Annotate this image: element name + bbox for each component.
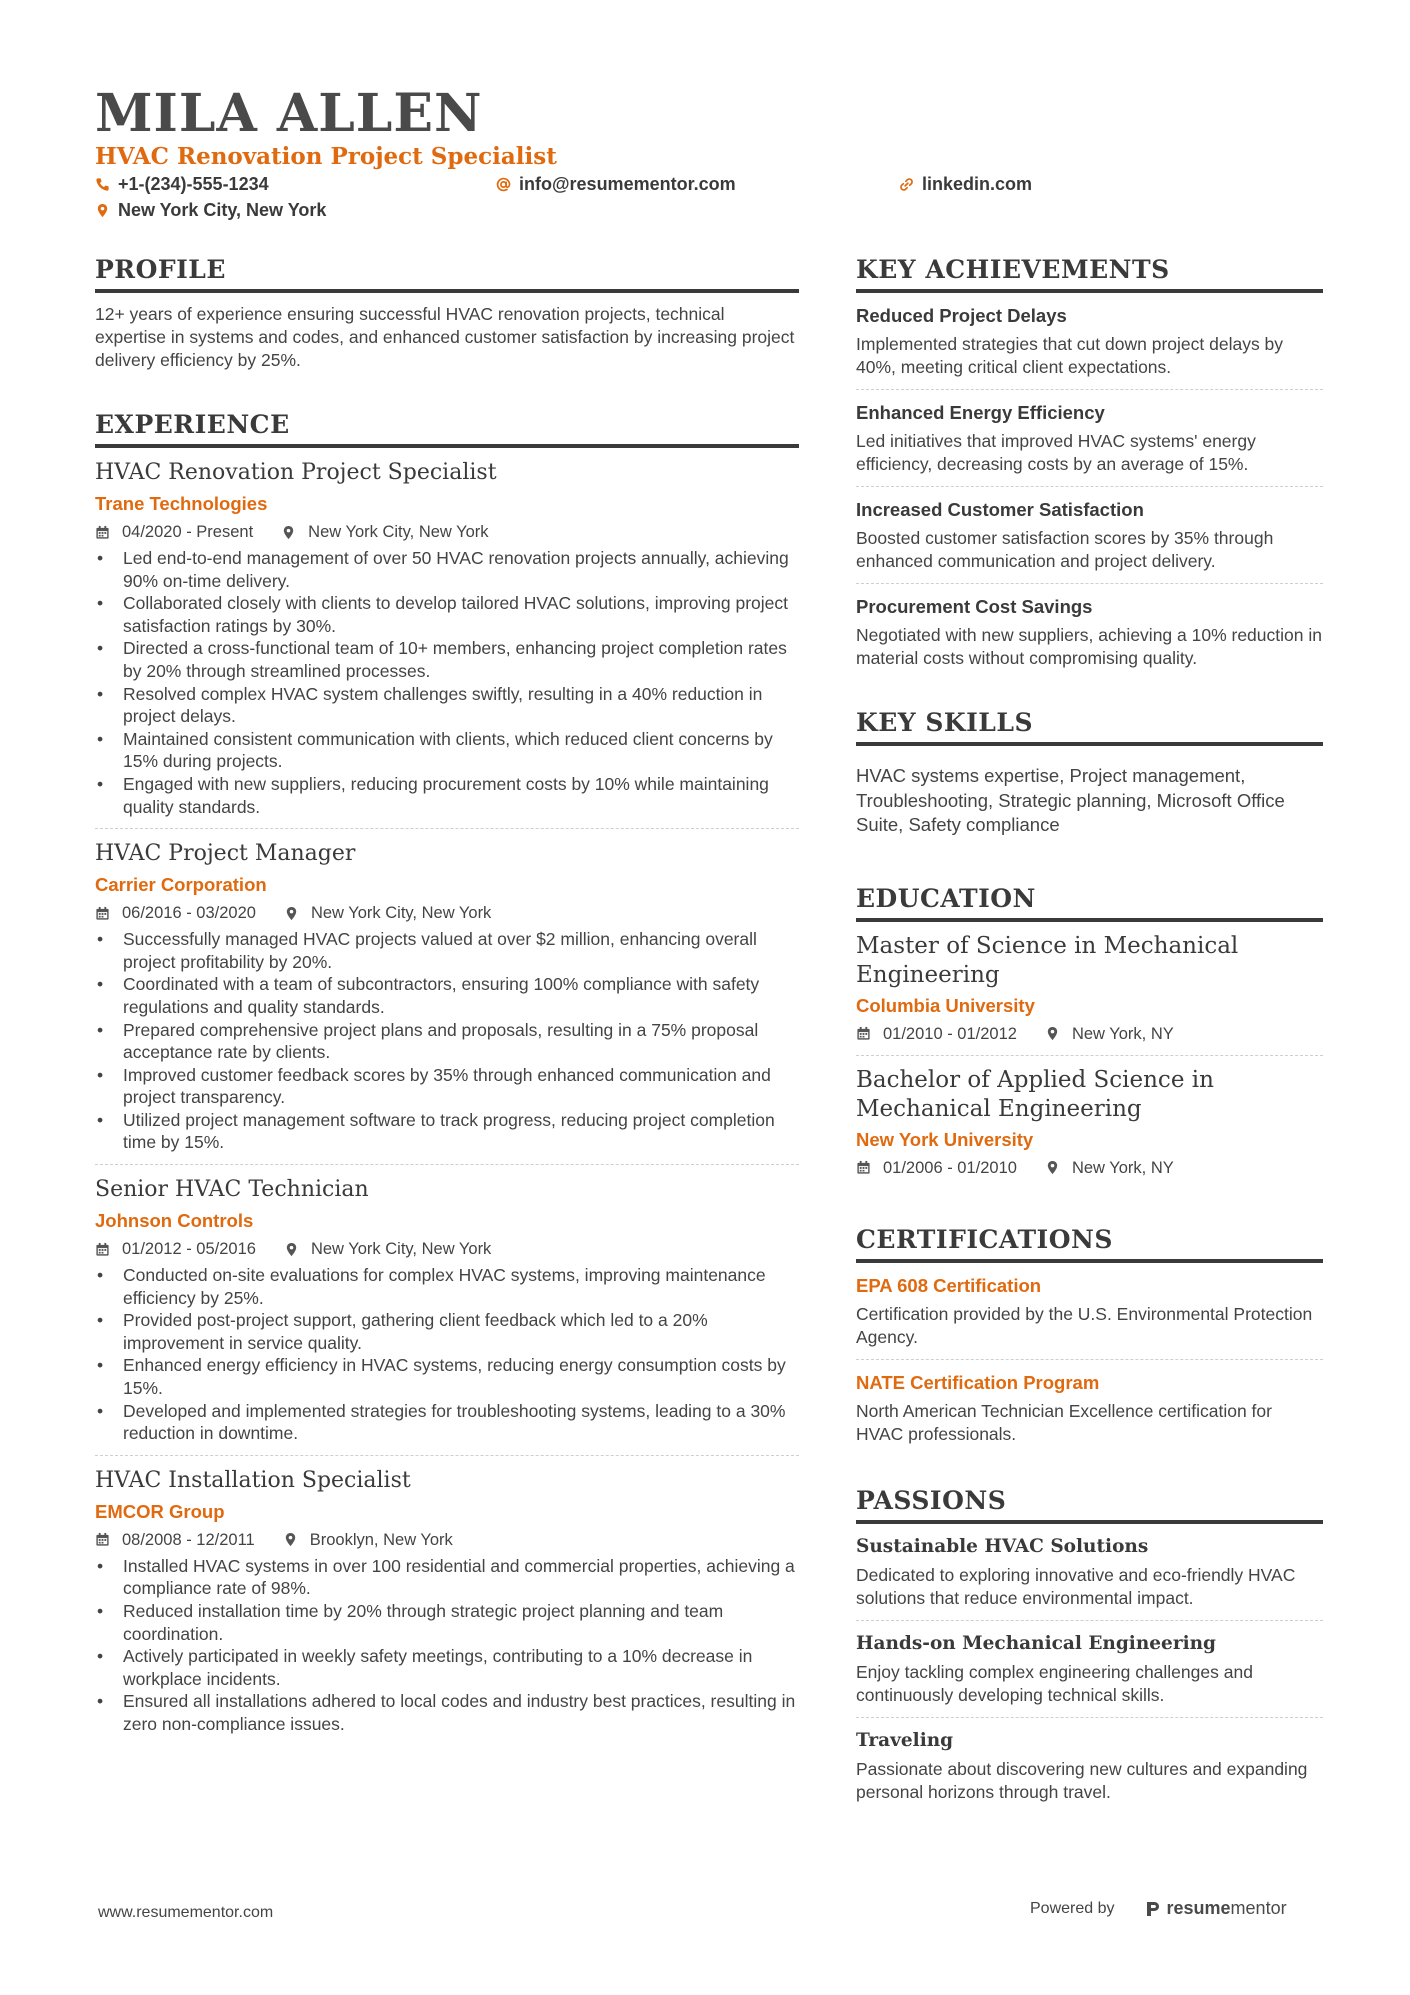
school-name: Columbia University — [856, 994, 1035, 1016]
footer-powered-by — [1030, 1898, 1287, 1919]
profile-heading: PROFILE — [95, 255, 799, 293]
certification-title: NATE Certification Program — [856, 1371, 1100, 1393]
job-meta — [95, 1238, 799, 1260]
achievement-item — [856, 497, 1323, 584]
job-location: New York City, New York — [310, 1240, 492, 1259]
calendar-icon — [95, 1532, 110, 1547]
achievement-item — [856, 303, 1323, 390]
location-pin-icon — [284, 906, 299, 921]
job-bullet: • Maintained consistent communication with clients, which reduced client concerns by 15% during projects. — [95, 728, 799, 773]
candidate-name: MILA ALLEN — [95, 83, 483, 144]
job-location: New York City, New York — [308, 523, 489, 541]
certification-text: Certification provided by the U.S. Environmental Protection Agency. — [856, 1303, 1313, 1347]
job-bullet: • Installed HVAC systems in over 100 residential and commercial properties, achieving a compliance rate of 98%. — [95, 1555, 799, 1600]
calendar-icon — [95, 906, 110, 921]
job-entry — [95, 458, 799, 829]
candidate-role: HVAC Renovation Project Specialist — [95, 143, 557, 170]
divider — [856, 1620, 1323, 1621]
job-meta — [95, 1529, 799, 1551]
job-bullet: • Provided post-project support, gathering client feedback which led to a 20% improvement in service quality. — [95, 1309, 799, 1354]
job-bullet: • Reduced installation time by 20% through strategic project planning and team coordination. — [95, 1600, 799, 1645]
job-company: Johnson Controls — [95, 1210, 254, 1232]
job-bullet: • Coordinated with a team of subcontractors, ensuring 100% compliance with safety regulations and quality standards. — [95, 973, 799, 1018]
certification-text: North American Technician Excellence certification for HVAC professionals. — [856, 1400, 1272, 1444]
brand-name — [1167, 1898, 1287, 1919]
job-bullet: • Engaged with new suppliers, reducing procurement costs by 10% while maintaining quality standards. — [95, 773, 799, 818]
linkedin-contact[interactable] — [899, 172, 1032, 196]
job-location: Brooklyn, New York — [309, 1530, 453, 1549]
resumementor-logo-icon — [1145, 1900, 1161, 1918]
job-bullet: • Actively participated in weekly safety meetings, contributing to a 10% decrease in workplace incidents. — [95, 1645, 799, 1690]
job-dates: 01/2012 - 05/2016 — [122, 1240, 256, 1259]
passion-title: Hands-on Mechanical Engineering — [856, 1632, 1216, 1654]
job-meta — [95, 521, 799, 543]
passion-text: Passionate about discovering new cultures and expanding personal horizons through travel. — [856, 1758, 1308, 1802]
calendar-icon — [856, 1026, 871, 1041]
skills-text: HVAC systems expertise, Project management, Troubleshooting, Strategic planning, Microsoft Office Suite, Safety compliance — [856, 765, 1285, 835]
calendar-icon — [95, 1242, 110, 1257]
job-company: Trane Technologies — [95, 493, 268, 514]
divider — [856, 1055, 1323, 1056]
passion-item — [856, 1631, 1323, 1718]
linkedin-text: linkedin.com — [922, 174, 1033, 194]
divider — [856, 1359, 1323, 1360]
job-location: New York City, New York — [310, 904, 492, 923]
location-pin-icon — [284, 1242, 299, 1257]
divider — [95, 1164, 799, 1165]
education-meta — [856, 1157, 1323, 1179]
job-company: EMCOR Group — [95, 1500, 225, 1522]
job-bullet: • Successfully managed HVAC projects valued at over $2 million, enhancing overall project profitability by 20%. — [95, 928, 799, 973]
job-title: HVAC Project Manager — [95, 841, 356, 867]
left-column — [95, 255, 799, 1736]
phone-contact[interactable] — [95, 172, 269, 196]
achievement-title: Increased Customer Satisfaction — [856, 499, 1144, 520]
degree-title: Bachelor of Applied Science in Mechanical Engineering — [856, 1066, 1214, 1122]
job-bullet: • Prepared comprehensive project plans and proposals, resulting in a 75% proposal acceptance rate by clients. — [95, 1019, 799, 1064]
achievements-heading: KEY ACHIEVEMENTS — [856, 255, 1323, 293]
job-title: Senior HVAC Technician — [95, 1177, 369, 1203]
job-bullet: • Directed a cross-functional team of 10+ members, enhancing project completion rates by 20% through streamlined processes. — [95, 637, 799, 682]
job-bullets — [95, 928, 799, 1154]
achievement-title: Reduced Project Delays — [856, 305, 1067, 326]
right-column — [856, 255, 1323, 1804]
divider — [95, 1455, 799, 1456]
certification-title: EPA 608 Certification — [856, 1274, 1042, 1296]
job-bullet: • Conducted on-site evaluations for complex HVAC systems, improving maintenance efficiency by 25%. — [95, 1264, 799, 1309]
job-title: HVAC Renovation Project Specialist — [95, 460, 497, 485]
brand-light: mentor — [1230, 1898, 1287, 1918]
passions-heading: PASSIONS — [856, 1486, 1323, 1524]
certification-item — [856, 1370, 1323, 1446]
passion-item — [856, 1534, 1323, 1621]
job-bullets — [95, 547, 799, 818]
job-bullet: • Utilized project management software to track progress, reducing project completion time by 15%. — [95, 1109, 799, 1154]
job-entry — [95, 839, 799, 1165]
education-entry — [856, 932, 1323, 1056]
education-location: New York, NY — [1071, 1158, 1174, 1177]
divider — [856, 389, 1323, 390]
achievement-text: Implemented strategies that cut down project delays by 40%, meeting critical client expectations. — [856, 334, 1284, 377]
education-meta — [856, 1023, 1323, 1045]
location-text: New York City, New York — [118, 200, 327, 220]
school-name: New York University — [856, 1128, 1034, 1150]
location-pin-icon — [1045, 1160, 1060, 1175]
divider — [856, 583, 1323, 584]
education-location: New York, NY — [1071, 1024, 1174, 1043]
passion-text: Enjoy tackling complex engineering challenges and continuously developing technical skills. — [856, 1661, 1253, 1705]
passion-title: Traveling — [856, 1729, 954, 1751]
certifications-heading: CERTIFICATIONS — [856, 1225, 1323, 1263]
job-entry — [95, 1466, 799, 1736]
passion-item — [856, 1728, 1323, 1804]
at-icon — [496, 177, 511, 192]
job-bullet: • Enhanced energy efficiency in HVAC systems, reducing energy consumption costs by 15%. — [95, 1354, 799, 1399]
job-bullet: • Resolved complex HVAC system challenges swiftly, resulting in a 40% reduction in project delays. — [95, 683, 799, 728]
job-bullets — [95, 1555, 799, 1736]
job-bullet: • Ensured all installations adhered to local codes and industry best practices, resulting in zero non-compliance issues. — [95, 1690, 799, 1735]
job-meta — [95, 902, 799, 924]
experience-heading: EXPERIENCE — [95, 410, 799, 448]
education-dates: 01/2006 - 01/2010 — [883, 1158, 1017, 1177]
certification-item — [856, 1273, 1323, 1360]
job-bullet: • Improved customer feedback scores by 35% through enhanced communication and project transparency. — [95, 1064, 799, 1109]
location-contact — [95, 198, 326, 222]
achievement-text: Boosted customer satisfaction scores by 35% through enhanced communication and project delivery. — [856, 528, 1274, 571]
achievement-text: Negotiated with new suppliers, achieving a 10% reduction in material costs without compromising quality. — [856, 625, 1322, 668]
job-bullet: • Led end-to-end management of over 50 HVAC renovation projects annually, achieving 90% on-time delivery. — [95, 547, 799, 592]
location-pin-icon — [281, 525, 296, 540]
divider — [856, 486, 1323, 487]
email-text: info@resumementor.com — [519, 174, 736, 194]
phone-icon — [95, 177, 110, 192]
passion-title: Sustainable HVAC Solutions — [856, 1535, 1149, 1557]
achievement-item — [856, 400, 1323, 487]
education-entry — [856, 1066, 1323, 1179]
powered-by-label: Powered by — [1030, 1899, 1115, 1917]
footer-website[interactable]: www.resumementor.com — [98, 1904, 274, 1921]
achievement-item — [856, 594, 1323, 670]
job-dates: 08/2008 - 12/2011 — [122, 1530, 255, 1549]
job-company: Carrier Corporation — [95, 874, 267, 896]
job-bullet: • Developed and implemented strategies for troubleshooting systems, leading to a 30% reduction in downtime. — [95, 1400, 799, 1445]
location-pin-icon — [95, 203, 110, 218]
link-icon — [899, 177, 914, 192]
profile-text: 12+ years of experience ensuring successful HVAC renovation projects, technical expertise in systems and codes, and enhanced customer satisfaction by increasing project delivery efficiency by 25%. — [95, 304, 795, 370]
email-contact[interactable] — [496, 172, 736, 196]
divider — [856, 1717, 1323, 1718]
education-heading: EDUCATION — [856, 884, 1323, 922]
achievement-title: Enhanced Energy Efficiency — [856, 402, 1105, 423]
phone-text: +1-(234)-555-1234 — [118, 174, 269, 194]
location-pin-icon — [1045, 1026, 1060, 1041]
skills-heading: KEY SKILLS — [856, 708, 1323, 746]
job-title: HVAC Installation Specialist — [95, 1467, 411, 1493]
calendar-icon — [856, 1160, 871, 1175]
degree-title: Master of Science in Mechanical Engineering — [856, 932, 1239, 988]
education-dates: 01/2010 - 01/2012 — [883, 1024, 1017, 1043]
location-pin-icon — [283, 1532, 298, 1547]
achievement-text: Led initiatives that improved HVAC systems' energy efficiency, decreasing costs by an average of 15%. — [856, 431, 1256, 474]
job-dates: 06/2016 - 03/2020 — [122, 904, 256, 923]
job-entry — [95, 1175, 799, 1456]
calendar-icon — [95, 525, 110, 540]
job-bullets — [95, 1264, 799, 1445]
job-dates: 04/2020 - Present — [122, 523, 254, 541]
job-bullet: • Collaborated closely with clients to develop tailored HVAC solutions, improving project satisfaction ratings by 30%. — [95, 592, 799, 637]
divider — [95, 828, 799, 829]
passion-text: Dedicated to exploring innovative and eco-friendly HVAC solutions that reduce environmental impact. — [856, 1564, 1296, 1608]
brand-bold: resume — [1166, 1898, 1231, 1918]
achievement-title: Procurement Cost Savings — [856, 596, 1093, 617]
